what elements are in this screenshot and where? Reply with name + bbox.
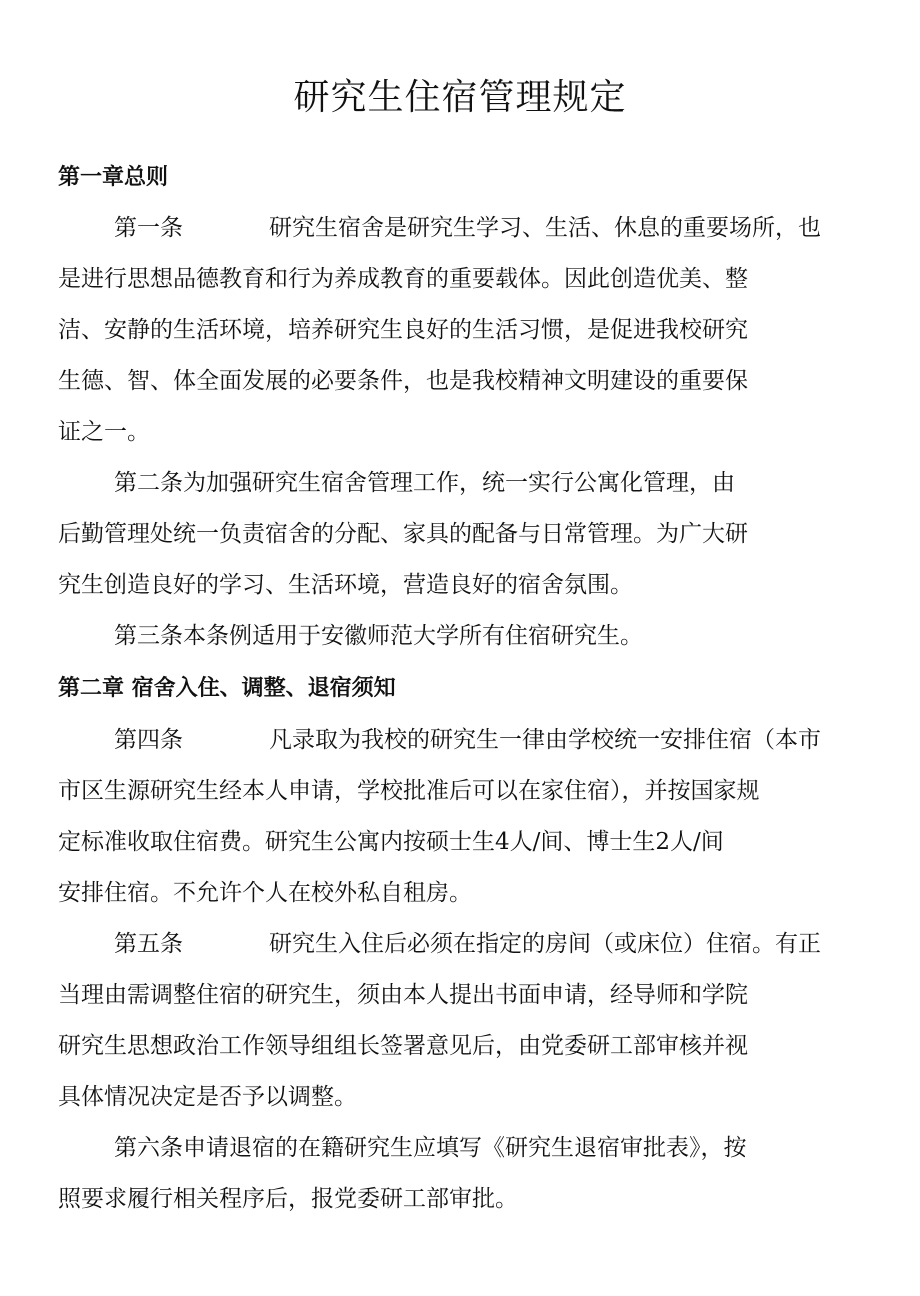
document-title: 研究生住宿管理规定: [293, 77, 627, 118]
chapter-heading: 第一章总则: [58, 165, 169, 190]
article-text-line: 安排住宿。不允许个人在校外私自租房。: [58, 880, 472, 906]
article-text-line: 生德、智、体全面发展的必要条件，也是我校精神文明建设的重要保: [58, 368, 748, 394]
article-text-line: 市区生源研究生经本人申请，学校批准后可以在家住宿），并按国家规: [58, 778, 760, 804]
article-text-line: 第六条申请退宿的在籍研究生应填写《研究生退宿审批表》，按: [114, 1135, 747, 1161]
article-text-line: 第三条本条例适用于安徽师范大学所有住宿研究生。: [114, 623, 643, 649]
article-first-line: [114, 212, 821, 244]
article-label: 第四条: [114, 727, 183, 753]
article-first-line: [114, 928, 821, 960]
article-text-line: 照要求履行相关程序后，报党委研工部审批。: [58, 1186, 518, 1212]
article-text-line: 研究生思想政治工作领导组组长签署意见后，由党委研工部审核并视: [58, 1033, 748, 1059]
article-text-line: 洁、安静的生活环境，培养研究生良好的生活习惯，是促进我校研究: [58, 317, 748, 343]
article-text: 研究生宿舍是研究生学习、生活、休息的重要场所，也: [269, 215, 821, 241]
article-text-line: 后勤管理处统一负责宿舍的分配、家具的配备与日常管理。为广大研: [58, 521, 748, 547]
article-text-line: 第二条为加强研究生宿舍管理工作，统一实行公寓化管理，由: [114, 470, 735, 496]
article-text-line: 证之一。: [58, 419, 150, 445]
article-text: 凡录取为我校的研究生一律由学校统一安排住宿（本市: [269, 727, 821, 753]
chapter-heading: 第二章 宿舍入住、调整、退宿须知: [58, 676, 396, 701]
article-label: 第五条: [114, 931, 183, 957]
article-text-line: 究生创造良好的学习、生活环境，营造良好的宿舍氛围。: [58, 572, 633, 598]
article-first-line: [114, 724, 821, 756]
article-label: 第一条: [114, 215, 183, 241]
article-text-line: 具体情况决定是否予以调整。: [58, 1084, 357, 1110]
article-text-line: 定标准收取住宿费。研究生公寓内按硕士生4人/间、博士生2人/间: [58, 829, 724, 855]
article-text-line: 当理由需调整住宿的研究生，须由本人提出书面申请，经导师和学院: [58, 982, 748, 1008]
article-text: 研究生入住后必须在指定的房间（或床位）住宿。有正: [269, 931, 821, 957]
article-text-line: 是进行思想品德教育和行为养成教育的重要载体。因此创造优美、整: [58, 266, 748, 292]
